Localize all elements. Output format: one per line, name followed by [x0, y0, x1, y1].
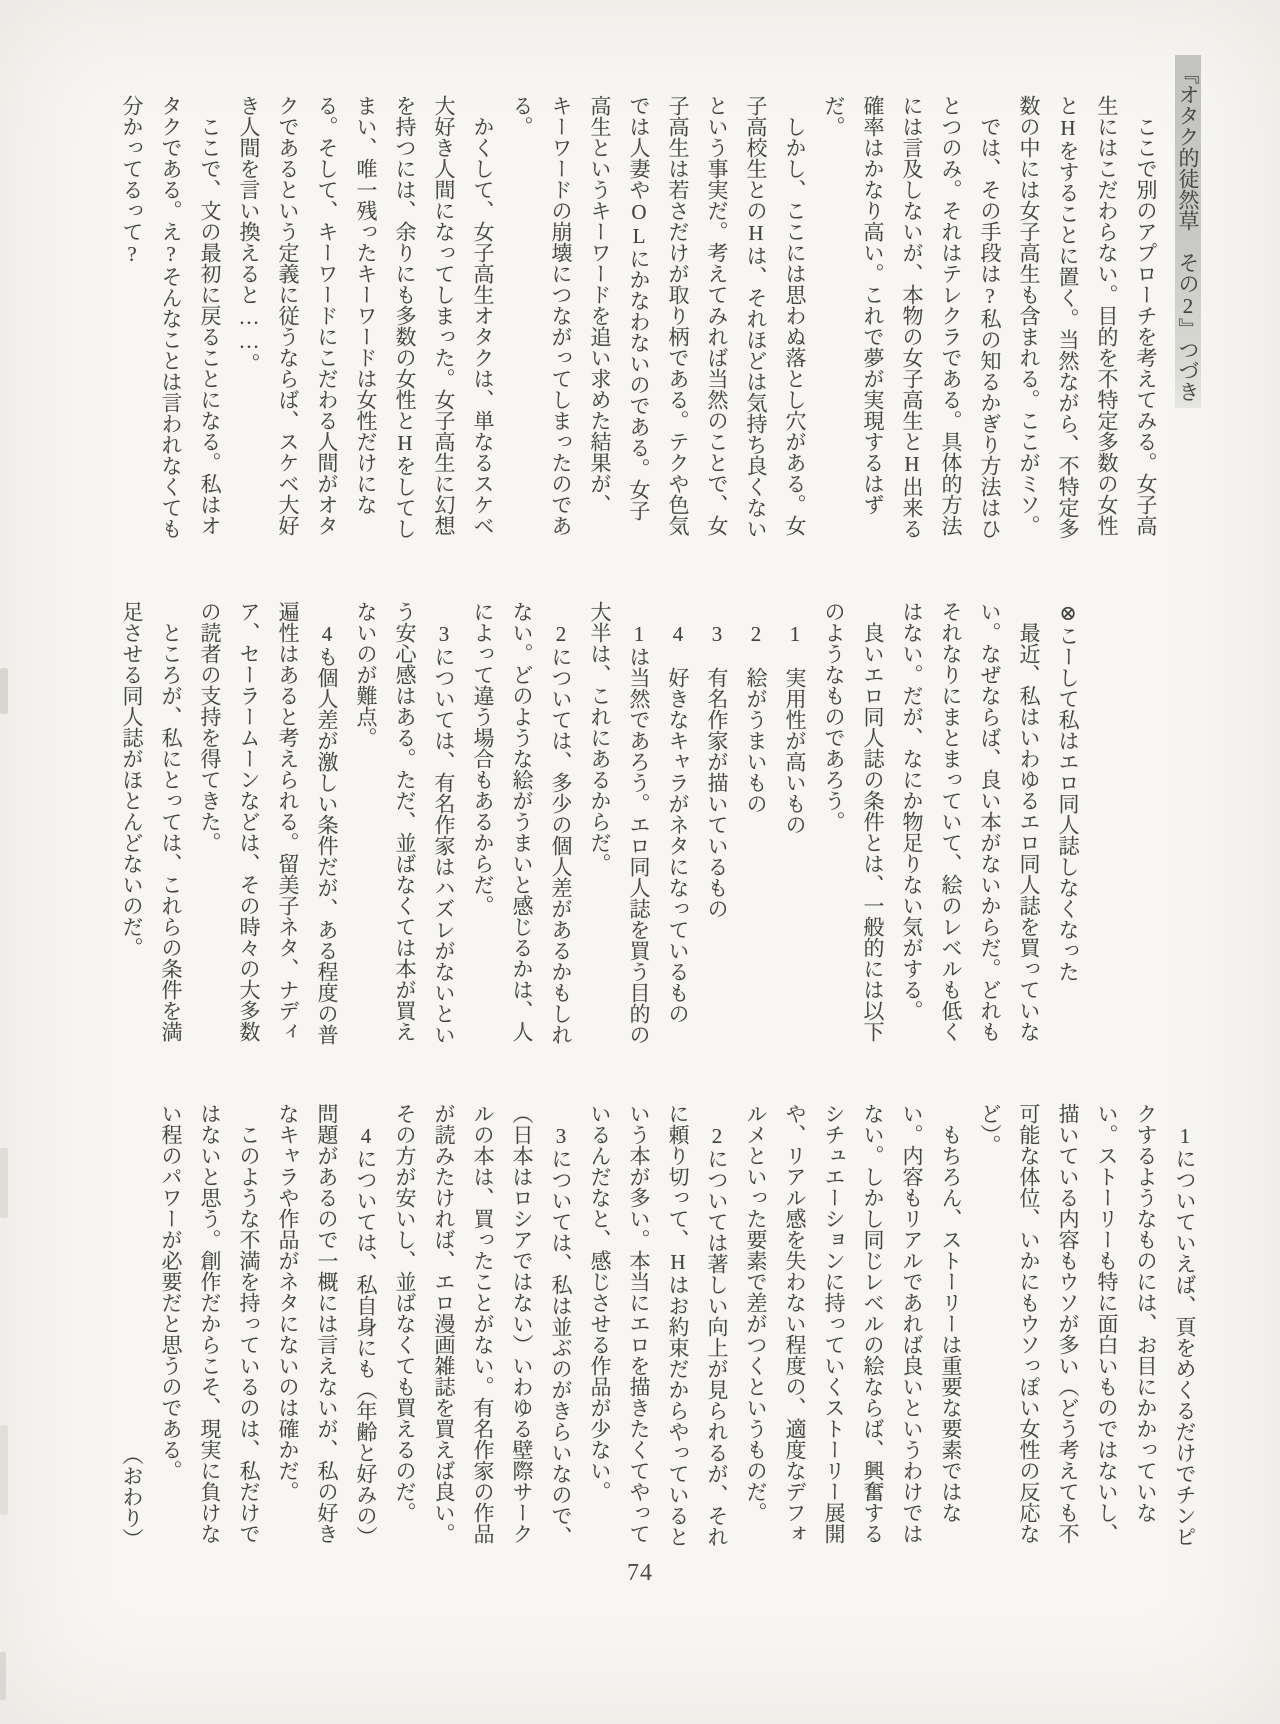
list-item: 2 絵がうまいもの: [744, 622, 768, 814]
paragraph: 1は当然であろう。エロ同人誌を買う目的の大半は、これにあるからだ。: [588, 601, 651, 1045]
list-item: 4 好きなキャラがネタになっているもの: [666, 622, 690, 1024]
essay-title: [1168, 55, 1207, 408]
paragraph: このような不満を持っているのは、私だけではないと思う。創作だからこそ、現実に負けない程のパワーが必要だと思うのである。: [159, 1103, 261, 1544]
paragraph: ここで、文の最初に戻ることになる。私はオタクである。え?そんなことは言われなくても分かってるって?: [120, 95, 222, 539]
paragraph: 4も個人差が激しい条件だが、ある程度の普遍性はあると考えられる。留美子ネタ、ナディア、セーラームーンなどは、その時々の大多数の読者の支持を得てきた。: [198, 601, 339, 1045]
scan-smudge: [0, 1425, 8, 1515]
section-header: ⊗こーして私はエロ同人誌しなくなった: [1056, 601, 1080, 982]
section-ero-doujinshi-essay: [112, 601, 1087, 1047]
paragraph: ここで別のアプローチを考えてみる。女子高生にはこだわらない。目的を不特定多数の女性とHをすることに置く。当然ながら、不特定多数の中には女子高生も含まれる。ここがミソ。: [1017, 95, 1158, 539]
section-conditions-detail: [112, 1103, 1204, 1549]
list-item: 3 有名作家が描いているもの: [705, 622, 729, 919]
page-content: [112, 63, 1216, 1549]
paragraph: 良いエロ同人誌の条件とは、一般的には以下のようなものであろう。: [822, 601, 885, 1042]
paragraph: では、その手段は?私の知るかぎり方法はひとつのみ。それはテレクラである。具体的方法には言及しないが、本物の女子高生とH出来る確率はかなり高い。これで夢が実現するはずだ。: [822, 95, 1002, 539]
paragraph: もちろん、ストーリーは重要な要素ではない。内容もリアルであれば良いというわけではない。しかし同じレベルの絵ならば、興奮するシチュエーションに持っていくストーリー展開や、リアル感を失わない程度の、適度なデフォルメといった要素で差がつくというものだ。: [744, 1103, 963, 1544]
ending-mark: （おわり）: [120, 1444, 144, 1549]
scan-smudge: [0, 1652, 6, 1700]
scan-smudge: [0, 668, 8, 714]
paragraph: ところが、私にとっては、これらの条件を満足させる同人誌がほとんどないのだ。: [120, 601, 183, 1042]
scan-smudge: [0, 1148, 8, 1218]
list-item: 1 実用性が高いもの: [783, 622, 807, 835]
paragraph: 3については、有名作家はハズレがないという安心感はある。ただ、並ばなくては本が買えないのが難点。: [354, 601, 456, 1045]
paragraph: 2については、多少の個人差があるかもしれない。どのような絵がうまいと感じるかは、人によって違う場合もあるからだ。: [471, 601, 573, 1045]
paragraph: しかし、ここには思わぬ落とし穴がある。女子高校生とのHは、それほどは気持ち良くないという事実だ。考えてみれば当然のことで、女子高生は若さだけが取り柄である。テクや色気では人妻やOLにかなわないのである。女子高生というキーワードを追い求めた結果が、キーワードの崩壊につながってしまったのである。: [510, 95, 807, 539]
paragraph: 2については著しい向上が見られるが、それに頼り切って、Hはお約束だからやっているという本が多い。本当にエロを描きたくてやっているんだなと、感じさせる作品が少ない。: [588, 1103, 729, 1547]
paragraph: 4については、私自身にも（年齢と好みの）問題があるので一概には言えないが、私の好きなキャラや作品がネタにないのは確かだ。: [276, 1103, 378, 1547]
paragraph: かくして、女子高生オタクは、単なるスケベ大好き人間になってしまった。女子高生に幻想を持つには、余りにも多数の女性とHをしてしまい、唯一残ったキーワードは女性だけになる。そして、キーワードにこだわる人間がオタクであるという定義に従うならば、スケベ大好き人間を言い換えると……。: [237, 95, 495, 539]
section-otaku-tsurezuregusa: [112, 63, 1207, 541]
page-number: 74: [627, 1560, 653, 1586]
paragraph: 1についていえば、頁をめくるだけでチンピクするようなものには、お目にかかっていない。ストーリーも特に面白いものではないし、描いている内容もウソが多い（どう考えても不可能な体位、いかにもウソっぽい女性の反応など）。: [978, 1103, 1197, 1547]
paragraph: 3については、私は並ぶのがきらいなので、（日本はロシアではない）いわゆる壁際サークルの本は、買ったことがない。有名作家の作品が読みたければ、エロ漫画雑誌を買えば良い。その方が安いし、並ばなくても買えるのだ。: [393, 1103, 573, 1547]
paragraph: 最近、私はいわゆるエロ同人誌を買っていない。なぜならば、良い本がないからだ。どれもそれなりにまとまっていて、絵のレベルも低くはない。だが、なにか物足りない気がする。: [900, 601, 1041, 1042]
essay-title-text: 『オタク的徒然草 その2』つづき: [1175, 55, 1201, 408]
